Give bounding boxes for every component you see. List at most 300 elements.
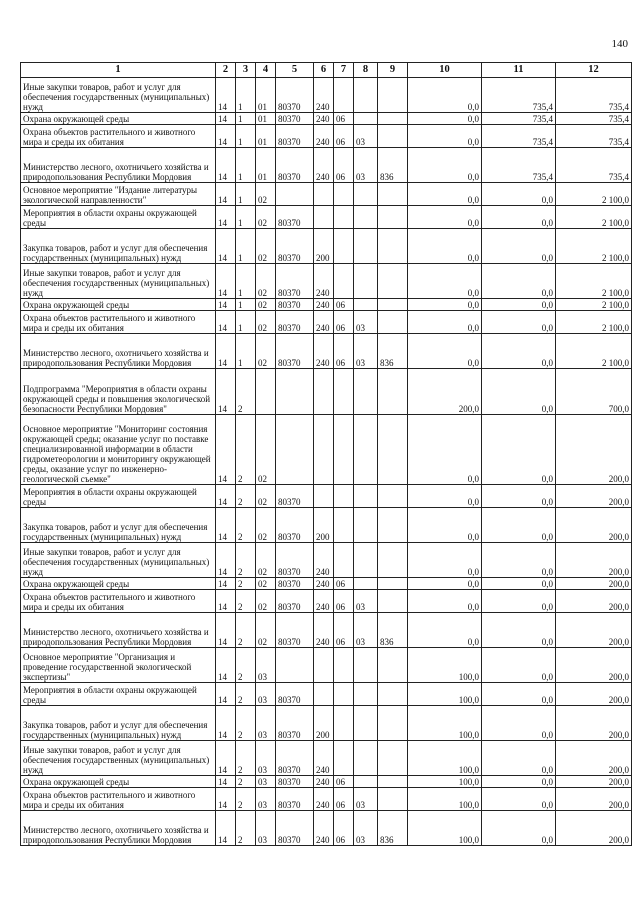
section-code: 1 [236, 311, 256, 334]
amount-col-12: 2 100,0 [556, 183, 632, 206]
subsection-code: 02 [256, 264, 276, 299]
table-body [21, 78, 632, 846]
row-name: Закупка товаров, работ и услуг для обеспечения государственных (муниципальных) нужд [21, 508, 216, 543]
target-article-code: 80370 [276, 578, 314, 590]
subsection-code: 02 [256, 415, 276, 485]
department-code [378, 299, 408, 311]
budget-table [20, 62, 632, 846]
column-header: 8 [354, 63, 378, 78]
table-row [21, 206, 632, 229]
section-id [334, 78, 354, 113]
expense-type-code: 200 [314, 229, 334, 264]
section-code: 1 [236, 264, 256, 299]
chapter-code: 14 [216, 788, 236, 811]
row-name: Основное мероприятие "Организация и проведение государственной экологической экспертизы" [21, 648, 216, 683]
column-header: 3 [236, 63, 256, 78]
target-article-code: 80370 [276, 299, 314, 311]
column-header: 9 [378, 63, 408, 78]
row-name: Основное мероприятие "Издание литературы экологической направленности" [21, 183, 216, 206]
amount-col-12: 735,4 [556, 113, 632, 125]
section-code: 2 [236, 788, 256, 811]
expense-type-code: 240 [314, 788, 334, 811]
row-name: Охрана объектов растительного и животного мира и среды их обитания [21, 311, 216, 334]
column-header: 12 [556, 63, 632, 78]
department-code [378, 415, 408, 485]
chapter-code: 14 [216, 613, 236, 648]
section-id: 06 [334, 613, 354, 648]
table-row [21, 78, 632, 113]
amount-col-10: 0,0 [408, 543, 482, 578]
table-row [21, 706, 632, 741]
amount-col-12: 2 100,0 [556, 229, 632, 264]
target-article-code: 80370 [276, 741, 314, 776]
expense-type-code: 240 [314, 148, 334, 183]
section-code: 2 [236, 613, 256, 648]
table-row [21, 113, 632, 125]
chapter-code: 14 [216, 543, 236, 578]
subsection-id: 03 [354, 311, 378, 334]
subsection-code: 02 [256, 183, 276, 206]
section-id: 06 [334, 113, 354, 125]
amount-col-12: 200,0 [556, 415, 632, 485]
amount-col-11: 0,0 [482, 299, 556, 311]
department-code [378, 229, 408, 264]
row-name: Мероприятия в области охраны окружающей среды [21, 485, 216, 508]
amount-col-11: 0,0 [482, 683, 556, 706]
subsection-code: 01 [256, 78, 276, 113]
amount-col-12: 200,0 [556, 543, 632, 578]
row-name: Охрана окружающей среды [21, 578, 216, 590]
amount-col-10: 0,0 [408, 78, 482, 113]
column-header: 5 [276, 63, 314, 78]
expense-type-code: 240 [314, 613, 334, 648]
chapter-code: 14 [216, 299, 236, 311]
amount-col-11: 735,4 [482, 125, 556, 148]
department-code [378, 264, 408, 299]
table-row [21, 590, 632, 613]
target-article-code: 80370 [276, 811, 314, 846]
table-row [21, 148, 632, 183]
amount-col-12: 2 100,0 [556, 299, 632, 311]
chapter-code: 14 [216, 334, 236, 369]
column-header: 6 [314, 63, 334, 78]
expense-type-code: 240 [314, 78, 334, 113]
chapter-code: 14 [216, 706, 236, 741]
section-id [334, 229, 354, 264]
department-code [378, 485, 408, 508]
target-article-code [276, 369, 314, 415]
subsection-id [354, 78, 378, 113]
department-code: 836 [378, 811, 408, 846]
section-id [334, 485, 354, 508]
amount-col-10: 0,0 [408, 613, 482, 648]
section-code: 2 [236, 590, 256, 613]
subsection-id: 03 [354, 811, 378, 846]
chapter-code: 14 [216, 776, 236, 788]
amount-col-11: 0,0 [482, 543, 556, 578]
section-code: 2 [236, 543, 256, 578]
chapter-code: 14 [216, 206, 236, 229]
table-row [21, 299, 632, 311]
department-code [378, 206, 408, 229]
amount-col-11: 0,0 [482, 776, 556, 788]
amount-col-12: 2 100,0 [556, 334, 632, 369]
department-code: 836 [378, 148, 408, 183]
subsection-code: 03 [256, 683, 276, 706]
expense-type-code [314, 683, 334, 706]
amount-col-11: 0,0 [482, 229, 556, 264]
section-id: 06 [334, 578, 354, 590]
chapter-code: 14 [216, 113, 236, 125]
section-code: 1 [236, 78, 256, 113]
target-article-code: 80370 [276, 613, 314, 648]
subsection-code: 02 [256, 543, 276, 578]
table-row [21, 578, 632, 590]
amount-col-12: 700,0 [556, 369, 632, 415]
amount-col-12: 200,0 [556, 776, 632, 788]
amount-col-11: 0,0 [482, 334, 556, 369]
row-name: Охрана окружающей среды [21, 299, 216, 311]
subsection-id [354, 741, 378, 776]
amount-col-10: 0,0 [408, 125, 482, 148]
subsection-id [354, 369, 378, 415]
amount-col-12: 200,0 [556, 613, 632, 648]
section-code: 2 [236, 741, 256, 776]
section-code: 1 [236, 113, 256, 125]
subsection-id [354, 706, 378, 741]
expense-type-code: 240 [314, 590, 334, 613]
expense-type-code [314, 369, 334, 415]
chapter-code: 14 [216, 415, 236, 485]
table-row [21, 183, 632, 206]
amount-col-12: 200,0 [556, 683, 632, 706]
department-code [378, 706, 408, 741]
amount-col-12: 2 100,0 [556, 206, 632, 229]
subsection-code: 03 [256, 741, 276, 776]
section-id [334, 206, 354, 229]
target-article-code: 80370 [276, 776, 314, 788]
department-code [378, 776, 408, 788]
amount-col-11: 0,0 [482, 206, 556, 229]
department-code [378, 311, 408, 334]
subsection-code: 02 [256, 508, 276, 543]
section-code: 1 [236, 299, 256, 311]
amount-col-10: 100,0 [408, 788, 482, 811]
table-row [21, 125, 632, 148]
amount-col-11: 0,0 [482, 485, 556, 508]
amount-col-11: 0,0 [482, 788, 556, 811]
table-row [21, 811, 632, 846]
expense-type-code: 200 [314, 706, 334, 741]
amount-col-10: 0,0 [408, 578, 482, 590]
column-header: 2 [216, 63, 236, 78]
target-article-code: 80370 [276, 148, 314, 183]
section-code: 1 [236, 229, 256, 264]
amount-col-11: 0,0 [482, 648, 556, 683]
table-row [21, 776, 632, 788]
section-code: 1 [236, 148, 256, 183]
section-code: 1 [236, 206, 256, 229]
subsection-code: 01 [256, 148, 276, 183]
amount-col-12: 200,0 [556, 508, 632, 543]
department-code [378, 788, 408, 811]
amount-col-12: 200,0 [556, 788, 632, 811]
subsection-code: 02 [256, 311, 276, 334]
amount-col-10: 100,0 [408, 683, 482, 706]
row-name: Иные закупки товаров, работ и услуг для обеспечения государственных (муниципальных) нужд [21, 78, 216, 113]
amount-col-11: 735,4 [482, 148, 556, 183]
section-id: 06 [334, 788, 354, 811]
amount-col-11: 0,0 [482, 590, 556, 613]
amount-col-12: 200,0 [556, 578, 632, 590]
expense-type-code: 240 [314, 543, 334, 578]
chapter-code: 14 [216, 485, 236, 508]
amount-col-11: 735,4 [482, 78, 556, 113]
amount-col-11: 0,0 [482, 369, 556, 415]
department-code [378, 508, 408, 543]
department-code [378, 183, 408, 206]
section-code: 2 [236, 776, 256, 788]
expense-type-code [314, 206, 334, 229]
subsection-id: 03 [354, 148, 378, 183]
chapter-code: 14 [216, 508, 236, 543]
amount-col-10: 0,0 [408, 508, 482, 543]
subsection-code: 02 [256, 485, 276, 508]
subsection-code: 01 [256, 113, 276, 125]
section-id [334, 706, 354, 741]
row-name: Основное мероприятие "Мониторинг состояния окружающей среды; оказание услуг по поставке специализированной информации в области гидрометеорологии и мониторингу окружающей среды, оказание услуг по инженерно-геологической съемке" [21, 415, 216, 485]
department-code [378, 369, 408, 415]
subsection-code [256, 369, 276, 415]
chapter-code: 14 [216, 741, 236, 776]
subsection-code: 03 [256, 811, 276, 846]
row-name: Охрана окружающей среды [21, 776, 216, 788]
row-name: Закупка товаров, работ и услуг для обеспечения государственных (муниципальных) нужд [21, 706, 216, 741]
subsection-id [354, 183, 378, 206]
subsection-id [354, 485, 378, 508]
amount-col-10: 100,0 [408, 741, 482, 776]
row-name: Иные закупки товаров, работ и услуг для обеспечения государственных (муниципальных) нужд [21, 741, 216, 776]
target-article-code: 80370 [276, 485, 314, 508]
amount-col-12: 200,0 [556, 741, 632, 776]
chapter-code: 14 [216, 369, 236, 415]
subsection-id: 03 [354, 613, 378, 648]
amount-col-11: 0,0 [482, 578, 556, 590]
expense-type-code [314, 183, 334, 206]
amount-col-10: 100,0 [408, 811, 482, 846]
amount-col-12: 200,0 [556, 811, 632, 846]
amount-col-11: 0,0 [482, 264, 556, 299]
amount-col-10: 0,0 [408, 485, 482, 508]
section-id: 06 [334, 811, 354, 846]
row-name: Подпрограмма "Мероприятия в области охраны окружающей среды и повышения экологической безопасности Республики Мордовия" [21, 369, 216, 415]
amount-col-12: 200,0 [556, 706, 632, 741]
subsection-code: 02 [256, 613, 276, 648]
chapter-code: 14 [216, 683, 236, 706]
department-code [378, 78, 408, 113]
expense-type-code: 240 [314, 311, 334, 334]
subsection-code: 02 [256, 229, 276, 264]
amount-col-10: 100,0 [408, 648, 482, 683]
subsection-id [354, 578, 378, 590]
chapter-code: 14 [216, 148, 236, 183]
amount-col-11: 735,4 [482, 113, 556, 125]
target-article-code: 80370 [276, 206, 314, 229]
amount-col-10: 0,0 [408, 113, 482, 125]
amount-col-10: 0,0 [408, 183, 482, 206]
target-article-code: 80370 [276, 229, 314, 264]
table-row [21, 229, 632, 264]
target-article-code [276, 183, 314, 206]
target-article-code: 80370 [276, 264, 314, 299]
row-name: Охрана объектов растительного и животного мира и среды их обитания [21, 590, 216, 613]
department-code [378, 578, 408, 590]
target-article-code: 80370 [276, 311, 314, 334]
section-id [334, 264, 354, 299]
subsection-id [354, 415, 378, 485]
row-name: Охрана объектов растительного и животного мира и среды их обитания [21, 788, 216, 811]
expense-type-code: 240 [314, 811, 334, 846]
subsection-id [354, 543, 378, 578]
subsection-code: 02 [256, 299, 276, 311]
subsection-code: 03 [256, 776, 276, 788]
subsection-id: 03 [354, 590, 378, 613]
section-id: 06 [334, 776, 354, 788]
table-row [21, 334, 632, 369]
department-code: 836 [378, 334, 408, 369]
amount-col-10: 0,0 [408, 311, 482, 334]
section-code: 1 [236, 334, 256, 369]
chapter-code: 14 [216, 78, 236, 113]
subsection-code: 01 [256, 125, 276, 148]
table-row [21, 648, 632, 683]
expense-type-code: 240 [314, 741, 334, 776]
row-name: Мероприятия в области охраны окружающей среды [21, 683, 216, 706]
target-article-code: 80370 [276, 334, 314, 369]
section-code: 1 [236, 125, 256, 148]
table-row [21, 683, 632, 706]
section-code: 2 [236, 578, 256, 590]
department-code [378, 683, 408, 706]
section-code: 2 [236, 811, 256, 846]
department-code: 836 [378, 613, 408, 648]
table-row [21, 543, 632, 578]
table-row [21, 788, 632, 811]
section-id: 06 [334, 590, 354, 613]
expense-type-code: 240 [314, 125, 334, 148]
row-name: Министерство лесного, охотничьего хозяйства и природопользования Республики Мордовия [21, 334, 216, 369]
subsection-id [354, 683, 378, 706]
section-id [334, 415, 354, 485]
section-id: 06 [334, 299, 354, 311]
amount-col-10: 0,0 [408, 334, 482, 369]
amount-col-11: 0,0 [482, 508, 556, 543]
amount-col-12: 2 100,0 [556, 264, 632, 299]
section-id [334, 183, 354, 206]
target-article-code: 80370 [276, 706, 314, 741]
subsection-code: 03 [256, 706, 276, 741]
expense-type-code: 240 [314, 299, 334, 311]
expense-type-code [314, 485, 334, 508]
chapter-code: 14 [216, 811, 236, 846]
table-row [21, 264, 632, 299]
amount-col-11: 0,0 [482, 811, 556, 846]
department-code [378, 741, 408, 776]
column-header: 4 [256, 63, 276, 78]
expense-type-code [314, 415, 334, 485]
amount-col-11: 0,0 [482, 741, 556, 776]
column-header: 1 [21, 63, 216, 78]
page-number: 140 [611, 38, 628, 50]
expense-type-code: 240 [314, 578, 334, 590]
chapter-code: 14 [216, 264, 236, 299]
subsection-code: 03 [256, 648, 276, 683]
subsection-id [354, 206, 378, 229]
expense-type-code: 240 [314, 776, 334, 788]
subsection-id: 03 [354, 125, 378, 148]
table-row [21, 613, 632, 648]
section-code: 2 [236, 369, 256, 415]
section-code: 2 [236, 683, 256, 706]
table-row [21, 369, 632, 415]
amount-col-10: 0,0 [408, 148, 482, 183]
section-id [334, 648, 354, 683]
section-id: 06 [334, 334, 354, 369]
amount-col-10: 100,0 [408, 706, 482, 741]
amount-col-10: 0,0 [408, 590, 482, 613]
section-id [334, 741, 354, 776]
section-code: 2 [236, 508, 256, 543]
amount-col-10: 0,0 [408, 299, 482, 311]
row-name: Министерство лесного, охотничьего хозяйства и природопользования Республики Мордовия [21, 811, 216, 846]
subsection-code: 03 [256, 788, 276, 811]
subsection-id [354, 229, 378, 264]
amount-col-12: 200,0 [556, 590, 632, 613]
amount-col-10: 0,0 [408, 229, 482, 264]
chapter-code: 14 [216, 648, 236, 683]
column-header: 7 [334, 63, 354, 78]
amount-col-12: 200,0 [556, 648, 632, 683]
table-row [21, 311, 632, 334]
target-article-code [276, 415, 314, 485]
expense-type-code: 240 [314, 113, 334, 125]
amount-col-11: 0,0 [482, 706, 556, 741]
subsection-id: 03 [354, 788, 378, 811]
section-id: 06 [334, 125, 354, 148]
amount-col-11: 0,0 [482, 613, 556, 648]
amount-col-12: 735,4 [556, 125, 632, 148]
target-article-code: 80370 [276, 788, 314, 811]
target-article-code: 80370 [276, 683, 314, 706]
row-name: Министерство лесного, охотничьего хозяйства и природопользования Республики Мордовия [21, 148, 216, 183]
row-name: Иные закупки товаров, работ и услуг для обеспечения государственных (муниципальных) нужд [21, 543, 216, 578]
amount-col-12: 200,0 [556, 485, 632, 508]
row-name: Закупка товаров, работ и услуг для обеспечения государственных (муниципальных) нужд [21, 229, 216, 264]
target-article-code: 80370 [276, 543, 314, 578]
table-row [21, 415, 632, 485]
subsection-code: 02 [256, 206, 276, 229]
subsection-code: 02 [256, 590, 276, 613]
chapter-code: 14 [216, 311, 236, 334]
target-article-code: 80370 [276, 113, 314, 125]
amount-col-11: 0,0 [482, 183, 556, 206]
target-article-code: 80370 [276, 125, 314, 148]
row-name: Мероприятия в области охраны окружающей среды [21, 206, 216, 229]
chapter-code: 14 [216, 125, 236, 148]
target-article-code: 80370 [276, 590, 314, 613]
section-id [334, 683, 354, 706]
amount-col-11: 0,0 [482, 415, 556, 485]
